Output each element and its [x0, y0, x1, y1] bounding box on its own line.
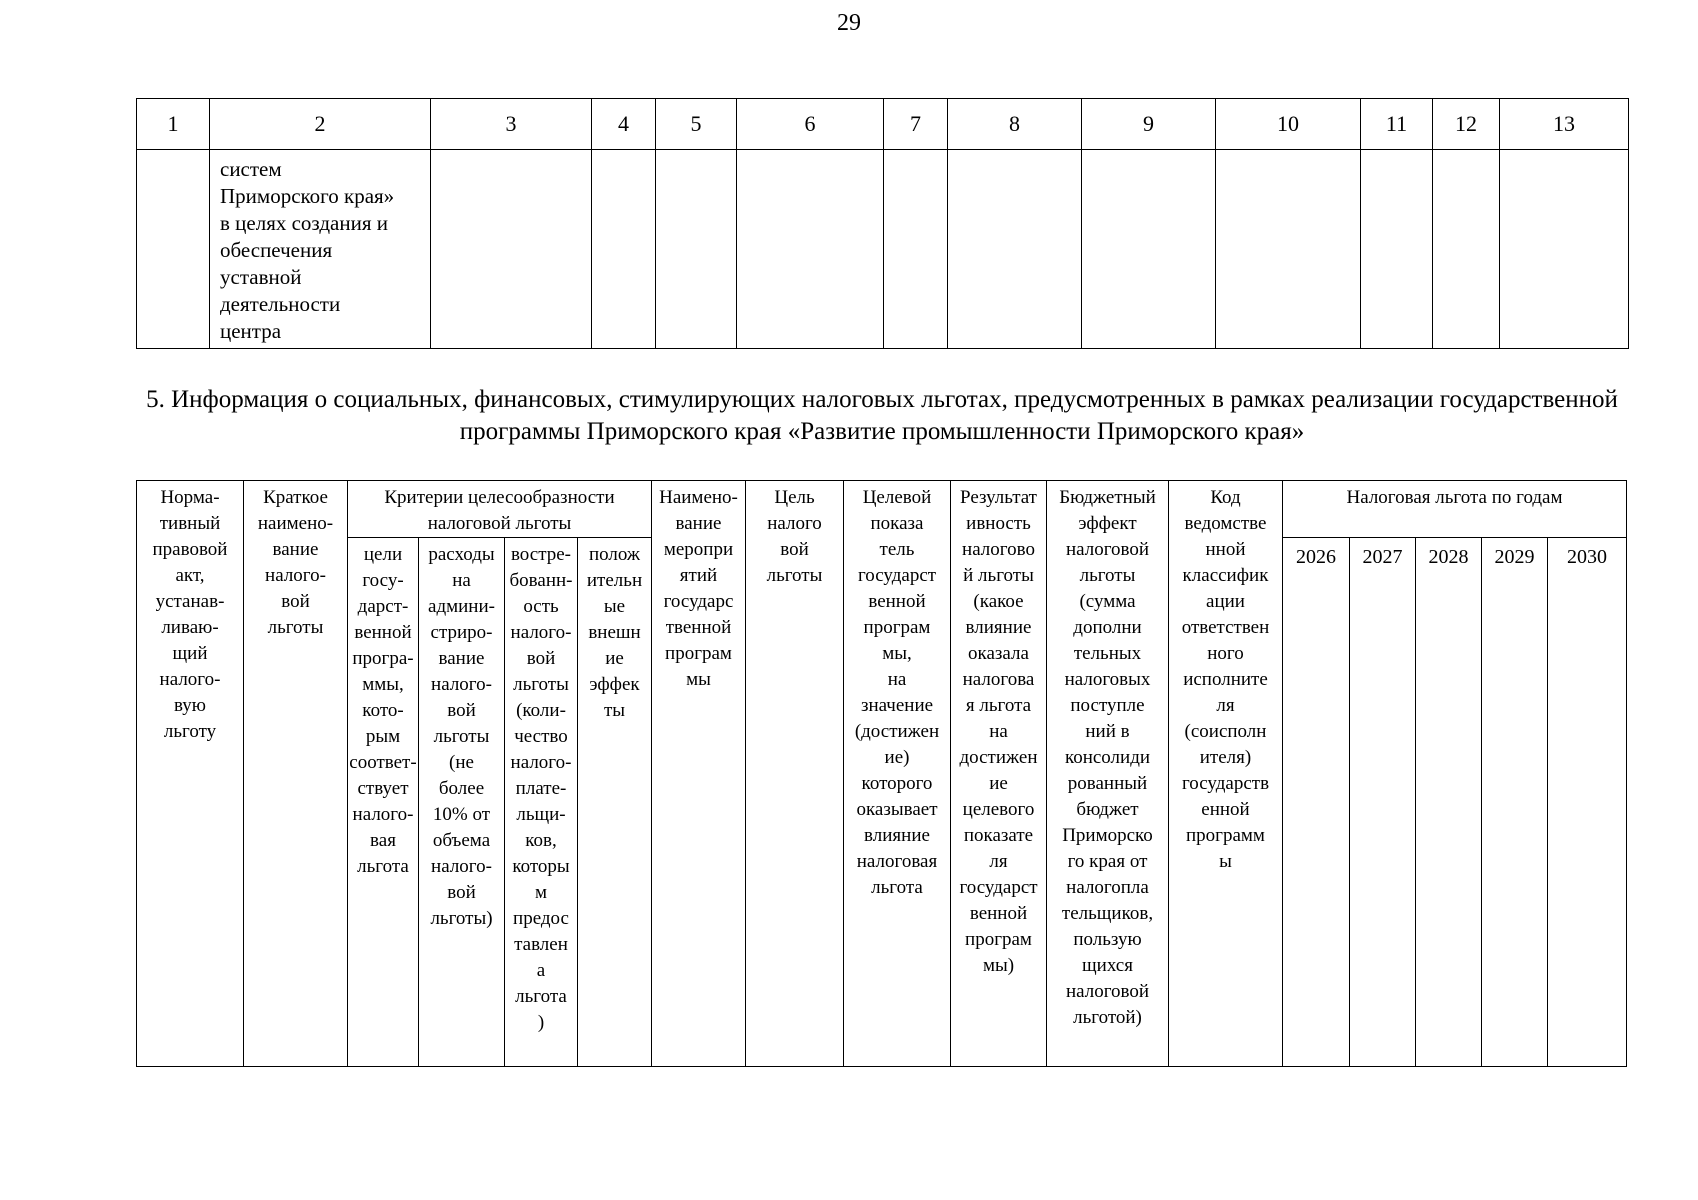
- column-number-row: [137, 99, 1629, 150]
- table-cell: [884, 150, 948, 349]
- column-number: 10: [1216, 99, 1361, 150]
- column-number: 9: [1082, 99, 1216, 150]
- measure-name-continuation: систем Приморского края» в целях создания и обеспечения уставной деятельности центра: [220, 157, 395, 343]
- header-row: [137, 481, 1627, 538]
- table-cell: [737, 150, 884, 349]
- table-cell: [1500, 150, 1629, 349]
- table-cell: [592, 150, 656, 349]
- table-cell: [210, 150, 431, 349]
- header-budget-effect: Бюджетный эффект налоговой льготы (сумма дополни тельных налоговых поступле ний в консолиди рованный бюджет Приморско го края от налогопла тельщиков, пользую щихся налоговой льготой): [1047, 481, 1169, 1067]
- column-number: 13: [1500, 99, 1629, 150]
- header-short-name: Краткое наимено- вание налого- вой льготы: [244, 481, 348, 1067]
- continuation-table: [136, 98, 1629, 349]
- table-cell: [1433, 150, 1500, 349]
- section-title: 5. Информация о социальных, финансовых, стимулирующих налоговых льготах, предусмотренных в рамках реализации государственной программы Приморского края «Развитие промышленности Приморского края»: [146, 386, 1618, 445]
- criteria-goals: цели госу- дарст- венной програ- ммы, кото- рым соответ- ствует налого- вая льгота: [348, 538, 419, 1067]
- column-number: 11: [1361, 99, 1433, 150]
- year-2029: 2029: [1482, 538, 1548, 1067]
- header-target-indicator: Целевой показа тель государст венной програм мы, на значение (достижен ие) которого оказывает влияние налоговая льгота: [844, 481, 951, 1067]
- year-2026: 2026: [1283, 538, 1350, 1067]
- header-effectiveness: Результат ивность налогово й льготы (какое влияние оказала налогова я льгота на достижен ие целевого показате ля государст венной програм мы): [951, 481, 1047, 1067]
- header-normative-act: Норма- тивный правовой акт, устанав- ливаю- щий налого- вую льготу: [137, 481, 244, 1067]
- column-number: 12: [1433, 99, 1500, 150]
- table-cell: [1082, 150, 1216, 349]
- column-number: 7: [884, 99, 948, 150]
- year-2030: 2030: [1548, 538, 1627, 1067]
- header-criteria: Критерии целесообразности налоговой льготы: [348, 481, 652, 538]
- tax-benefits-table: [136, 480, 1627, 1067]
- header-years: Налоговая льгота по годам: [1283, 481, 1627, 538]
- column-number: 2: [210, 99, 431, 150]
- criteria-external-effects: полож ительн ые внешн ие эффек ты: [578, 538, 652, 1067]
- year-2028: 2028: [1416, 538, 1482, 1067]
- page-number: 29: [837, 10, 861, 36]
- table-cell: [656, 150, 737, 349]
- column-number: 6: [737, 99, 884, 150]
- table-cell: [948, 150, 1082, 349]
- column-number: 1: [137, 99, 210, 150]
- table-cell: [1216, 150, 1361, 349]
- column-number: 5: [656, 99, 737, 150]
- header-measures: Наимено- вание меропри ятий государс твенной програм мы: [652, 481, 746, 1067]
- column-number: 4: [592, 99, 656, 150]
- column-number: 8: [948, 99, 1082, 150]
- year-2027: 2027: [1350, 538, 1416, 1067]
- table-cell: [431, 150, 592, 349]
- criteria-demand: востре- бованн- ость налого- вой льготы (коли- чество налого- плате- льщи- ков, которы м предос тавлен а льгота ): [505, 538, 578, 1067]
- header-department-code: Код ведомстве нной классифик ации ответствен ного исполните ля (соисполн ителя) государств енной программ ы: [1169, 481, 1283, 1067]
- column-number: 3: [431, 99, 592, 150]
- table-row: [137, 150, 1629, 349]
- table-cell: [1361, 150, 1433, 349]
- criteria-admin-costs: расходы на админи- стриро- вание налого- вой льготы (не более 10% от объема налого- вой льготы): [419, 538, 505, 1067]
- header-goal: Цель налого вой льготы: [746, 481, 844, 1067]
- table-cell: [137, 150, 210, 349]
